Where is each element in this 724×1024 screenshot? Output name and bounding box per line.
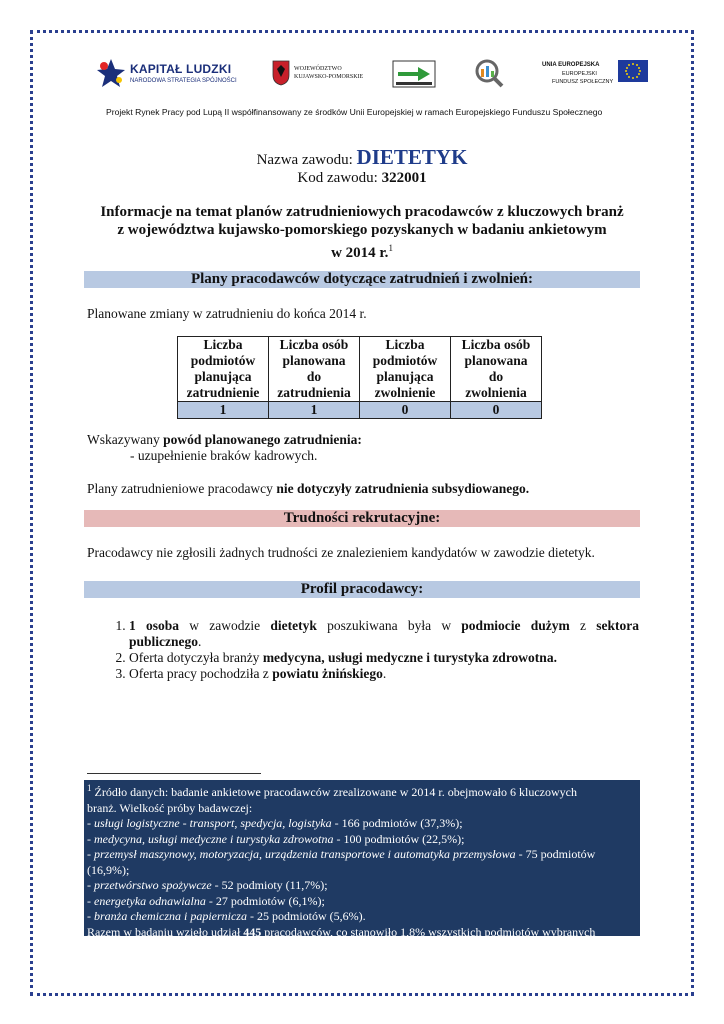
eu-label-line2: EUROPEJSKI — [562, 71, 597, 77]
occupation-code-line — [84, 170, 640, 187]
kapital-ludzki-subtitle: NARODOWA STRATEGIA SPÓJNOŚCI — [130, 78, 237, 84]
header-line: Liczba — [203, 337, 243, 352]
code-label: Kod zawodu: — [297, 170, 378, 186]
subsidy-prefix: Plany zatrudnieniowe pracodawcy — [87, 481, 277, 496]
report-heading-line2: z województwa kujawsko-pomorskiego pozyskanych w badaniu ankietowym — [117, 222, 607, 238]
footnote-industry: - branża chemiczna i papiernicza — [87, 909, 247, 923]
profile-count: 1 osoba — [129, 618, 179, 633]
profile-occupation: dietetyk — [270, 618, 317, 633]
footnote-industry: - usługi logistyczne - transport, spedycja, logistyka — [87, 816, 332, 830]
project-funding-line: Projekt Rynek Pracy pod Lupą II współfinansowany ze środków Unii Europejskiej w ramach Europejskiego Funduszu Społecznego — [106, 107, 603, 117]
footnote-item — [87, 878, 637, 894]
magnifier-project-logo-icon — [470, 56, 508, 94]
footnote-box — [84, 780, 640, 954]
hiring-reason-prefix: Wskazywany — [87, 432, 164, 447]
hiring-reason-label: powód planowanego zatrudnienia: — [163, 432, 362, 447]
kapital-ludzki-title: KAPITAŁ LUDZKI — [130, 62, 232, 76]
footnote-count: (16,9%); — [87, 862, 130, 877]
header-line: planująca — [376, 369, 434, 384]
header-line: Liczba osób — [279, 337, 349, 352]
table-header-row — [178, 337, 542, 402]
footnote-industry: - medycyna, usługi medyczne i turystyka zdrowotna — [87, 831, 334, 846]
profile-entity-size: podmiocie dużym — [461, 618, 570, 633]
footnote-separator — [87, 773, 261, 774]
subsidy-line — [87, 481, 529, 497]
footnote-line — [87, 781, 637, 801]
header-persons-to-dismiss — [451, 337, 542, 402]
section-employment-plans-title: Plany pracodawców dotyczące zatrudnień i zwolnień: — [84, 271, 640, 288]
header-hiring-entities — [178, 337, 269, 402]
header-line: zwolnienia — [465, 385, 527, 400]
footnote-source-text: Źródło danych: badanie ankietowe pracodawców zrealizowane w 2014 r. obejmowało 6 kluczowych — [91, 785, 577, 799]
report-heading-year: w 2014 r. — [331, 245, 389, 261]
hiring-reason-line — [87, 432, 362, 448]
header-line: Liczba osób — [461, 337, 531, 352]
value-persons-to-hire: 1 — [269, 402, 360, 419]
footnote-industry: - energetyka odnawialna — [87, 893, 206, 908]
footnote-count: - 100 podmiotów (22,5%); — [333, 831, 465, 846]
list-item — [129, 650, 639, 666]
footnote-summary — [87, 925, 637, 941]
profile-text: z — [569, 618, 597, 633]
table-row — [178, 402, 542, 419]
header-line: planowana — [282, 353, 346, 368]
header-persons-to-hire — [269, 337, 360, 402]
footnote-summary-line2: branż zarejestrowanych w bazie REGON w końcu III kwartału 2013 r. — [87, 940, 426, 954]
header-line: Liczba — [385, 337, 425, 352]
footnote-item — [87, 909, 637, 925]
header-line: do — [488, 369, 504, 384]
profile-text: Oferta dotyczyła branży — [129, 650, 263, 665]
footnote-count: - 166 podmiotów (37,3%); — [331, 816, 463, 830]
profile-text: . — [382, 666, 387, 681]
footnote-count: - 52 podmioty (11,7%); — [211, 878, 328, 892]
footnote-item — [87, 894, 637, 910]
footnote-industry: - przetwórstwo spożywcze — [87, 878, 212, 892]
header-line: do — [306, 369, 322, 384]
value-dismissing-entities: 0 — [360, 402, 451, 419]
eu-label-line3: FUNDUSZ SPOŁECZNY — [552, 79, 614, 85]
header-line: podmiotów — [372, 353, 438, 368]
profile-text: w zawodzie — [179, 618, 271, 633]
occupation-name-line — [84, 145, 640, 170]
profile-text: . — [198, 634, 202, 649]
header-line: zatrudnienia — [277, 385, 351, 400]
report-heading — [84, 203, 640, 262]
footnote-reference: 1 — [388, 243, 393, 253]
voivodeship-name-line1: WOJEWÓDZTWO — [294, 66, 342, 72]
footnote-line: branż. Wielkość próby badawczej: — [87, 800, 253, 815]
header-line: planowana — [464, 353, 528, 368]
footnote-industry: - przemysł maszynowy, motoryzacja, urządzenia transportowe i automatyka przemysłowa — [87, 847, 516, 861]
list-item — [129, 618, 639, 650]
occupation-label: Nazwa zawodu: — [256, 152, 353, 168]
code-value: 322001 — [381, 170, 427, 186]
planned-changes-intro: Planowane zmiany w zatrudnieniu do końca 2014 r. — [87, 306, 367, 321]
section-employer-profile-title: Profil pracodawcy: — [84, 581, 640, 598]
recruitment-difficulties-text: Pracodawcy nie zgłosili żadnych trudności ze znalezieniem kandydatów w zawodzie dietetyk. — [87, 545, 595, 560]
occupation-name: DIETETYK — [356, 145, 468, 169]
footnote-total-employers: 445 — [243, 924, 262, 939]
header-line: planująca — [194, 369, 252, 384]
employer-profile-list — [87, 618, 639, 682]
report-heading-line1: Informacje na temat planów zatrudnieniowych pracodawców z kluczowych branż — [100, 204, 624, 220]
footnote-item — [87, 816, 637, 832]
header-dismissing-entities — [360, 337, 451, 402]
wup-arrow-logo-icon — [392, 60, 436, 88]
footnote-summary-suffix: pracodawców, co stanowiło 1,8% wszystkich podmiotów wybranych — [261, 924, 596, 939]
profile-sector: sektora publicznego — [129, 618, 639, 649]
profile-county: powiatu żnińskiego — [272, 666, 383, 681]
subsidy-statement: nie dotyczyły zatrudnienia subsydiowanego. — [276, 481, 530, 496]
profile-text: Oferta pracy pochodziła z — [129, 666, 273, 681]
footnote-count: - 75 podmiotów — [515, 847, 596, 861]
employment-plans-table — [177, 336, 542, 419]
header-line: podmiotów — [190, 353, 256, 368]
list-item — [129, 666, 639, 682]
value-hiring-entities: 1 — [178, 402, 269, 419]
header-line: zwolnienie — [374, 385, 436, 400]
footnote-count: - 27 podmiotów (6,1%); — [205, 893, 325, 908]
voivodeship-coat-of-arms-icon — [272, 60, 290, 86]
profile-text: poszukiwana była w — [316, 618, 462, 633]
logo-strip — [96, 52, 656, 96]
value-persons-to-dismiss: 0 — [451, 402, 542, 419]
footnote-item — [87, 847, 637, 863]
hiring-reason-item: - uzupełnienie braków kadrowych. — [130, 448, 318, 463]
report-heading-line3 — [84, 239, 640, 262]
kapital-ludzki-star-icon — [96, 58, 126, 88]
footnote-item — [87, 832, 637, 848]
eu-flag-icon — [618, 60, 648, 82]
voivodeship-name-line2: KUJAWSKO-POMORSKIE — [294, 74, 364, 80]
footnote-summary-prefix: Razem w badaniu wzięło udział — [87, 924, 244, 939]
footnote-count: - 25 podmiotów (5,6%). — [246, 909, 366, 923]
footnote-mark: 1 — [87, 783, 92, 793]
header-line: zatrudnienie — [186, 385, 260, 400]
section-recruitment-difficulties-title: Trudności rekrutacyjne: — [84, 510, 640, 527]
eu-label-line1: UNIA EUROPEJSKA — [542, 62, 600, 68]
profile-industry: medycyna, usługi medyczne i turystyka zdrowotna. — [262, 650, 557, 665]
footnote-item — [87, 863, 637, 879]
